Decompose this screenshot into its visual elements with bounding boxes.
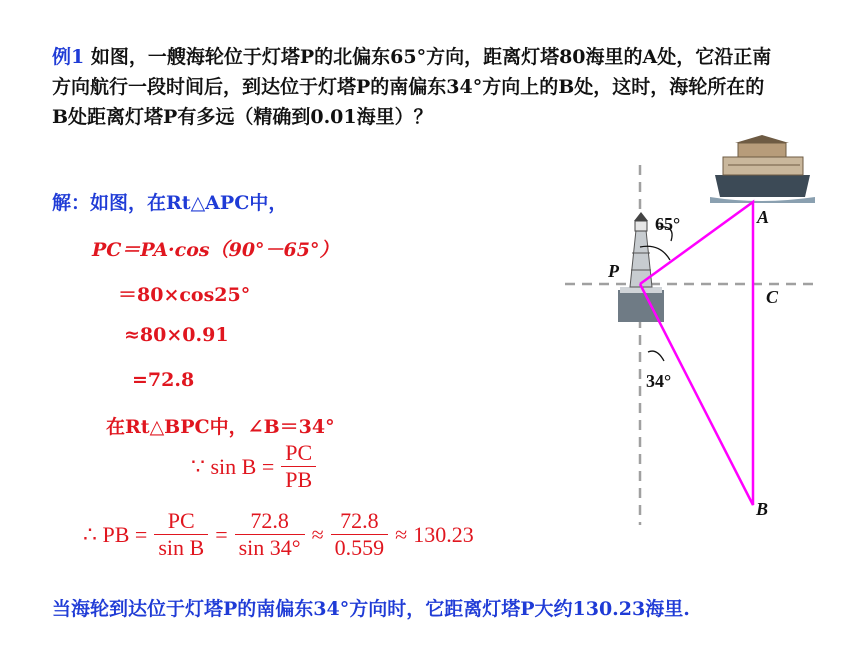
eq2-fraction-1 [154,508,208,561]
eq2-fraction-2 [235,508,305,561]
point-label-P: P [608,261,619,281]
equation-sine [188,440,320,493]
equation-pb [80,508,477,561]
solution-intro: 解：如图，在Rt△APC中， [52,192,288,214]
solution-line-2: ＝80×cos25° [118,284,251,306]
point-label-C: C [766,287,779,307]
point-label-A: A [757,207,770,227]
eq2-approx-2: ≈ [395,521,408,547]
solution-line-1: PC＝PA·cos（90°－65°） [92,239,339,261]
solution-line-3: ≈80×0.91 [124,324,229,346]
eq2-prefix: ∴ PB = [83,521,148,547]
ship-icon [710,135,815,203]
angle-label-34: 34° [646,371,672,391]
eq1-fraction [281,440,316,493]
eq2-f1-numerator: PC [167,508,195,533]
eq1-prefix: ∵ sin B = [191,453,275,479]
eq1-denominator: PB [281,466,316,493]
eq2-result: 130.23 [413,521,474,547]
angle-label-65: 65° [655,214,681,234]
point-label-B: B [756,499,769,519]
angle-arc-34 [648,351,664,361]
problem-text: 如图，一艘海轮位于灯塔P的北偏东65°方向，距离灯塔80海里的A处，它沿正南方向航行一段时间后，到达位于灯塔P的南偏东34°方向上的B处，这时，海轮所在的B处距离灯塔P有多远（精确到0.01海里）？ [52,46,772,128]
eq2-fraction-3 [331,508,389,561]
eq2-f2-numerator: 72.8 [250,508,289,533]
eq1-numerator: PC [285,440,313,465]
eq2-f2-denominator: sin 34° [235,534,305,561]
eq2-equals: = [215,521,228,547]
solution-line-5: 在Rt△BPC中，∠B＝34° [106,416,335,438]
solution-line-4: =72.8 [132,369,195,391]
eq2-f3-numerator: 72.8 [340,508,379,533]
eq2-f1-denominator: sin B [154,534,208,561]
conclusion: 当海轮到达位于灯塔P的南偏东34°方向时，它距离灯塔P大约130.23海里. [52,598,690,620]
problem-statement [52,42,772,132]
geometry-diagram [560,135,850,535]
eq2-f3-denominator: 0.559 [331,534,389,561]
example-label: 例1 [52,46,85,68]
eq2-approx-1: ≈ [311,521,324,547]
